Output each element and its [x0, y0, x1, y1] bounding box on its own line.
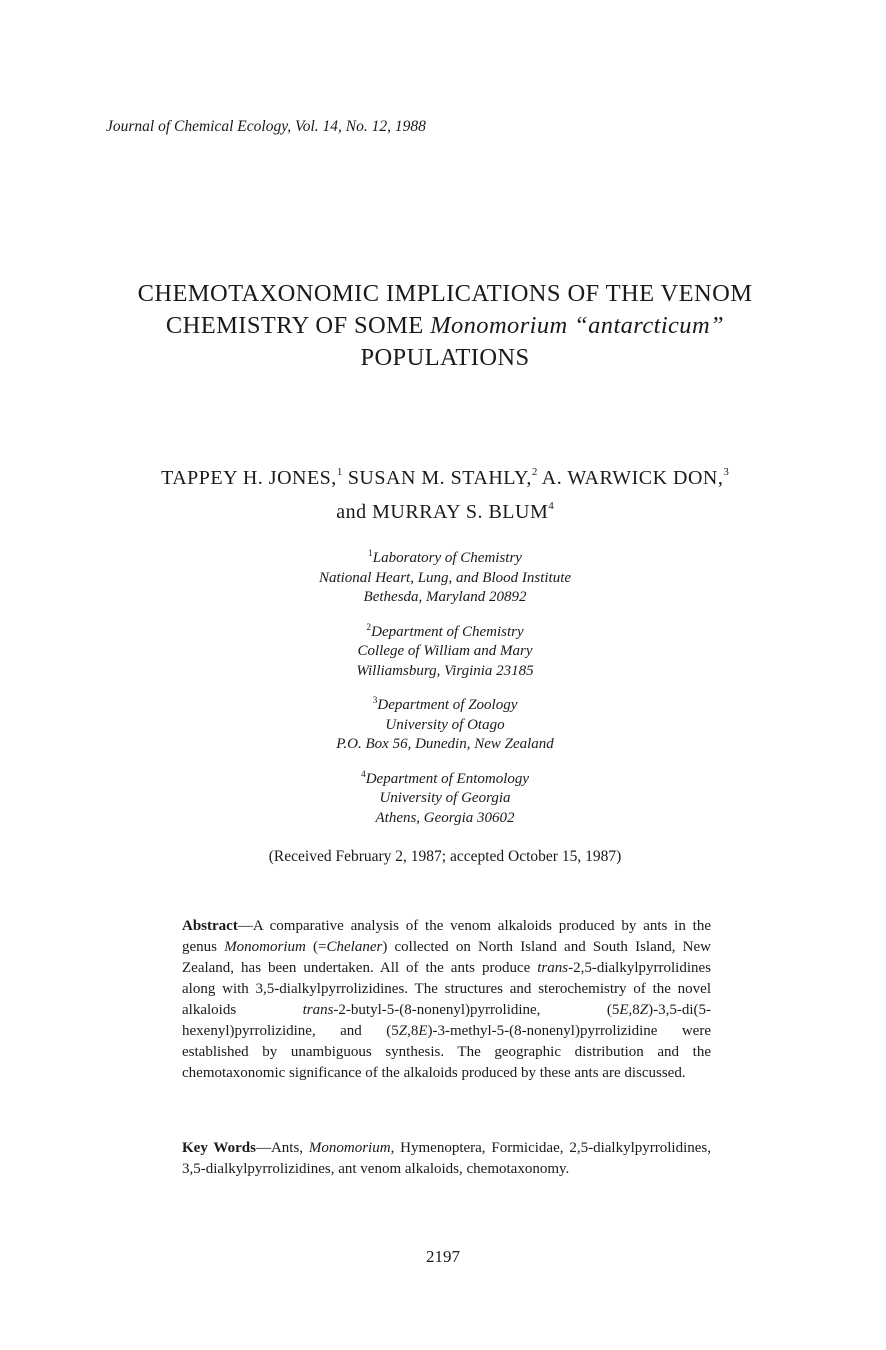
abstract-stereo: trans	[302, 1002, 334, 1018]
author-don: A. WARWICK DON,	[537, 467, 724, 489]
abstract-synonym: Chelaner	[326, 939, 383, 955]
abstract-genus: Monomorium	[224, 939, 306, 955]
abstract-text: (=	[305, 939, 327, 955]
keywords-text: , Hymenoptera, Formicidae, 2,5-dialkylpyrrolidines, 3,5-dialkylpyrrolizidines, ant venom alkaloids, chemotaxonomy.	[182, 1140, 711, 1177]
abstract-text: )-3,5-di(5-hexenyl)pyrrolizidine, and (5	[182, 1002, 711, 1039]
title-line-3: POPULATIONS	[360, 344, 530, 371]
abstract	[182, 916, 711, 1084]
keywords-genus: Monomorium	[308, 1140, 391, 1156]
affiliation-3	[200, 692, 690, 755]
journal-citation: Journal of Chemical Ecology, Vol. 14, No. 12, 1988	[106, 118, 426, 135]
affiliation-institution: University of Otago	[385, 716, 505, 733]
affiliation-dept	[200, 545, 690, 569]
affiliation-dept	[200, 766, 690, 790]
author-line-1	[60, 458, 830, 492]
affiliation-dept-text: Department of Entomology	[365, 770, 530, 787]
title-line-1: CHEMOTAXONOMIC IMPLICATIONS OF THE VENOM	[137, 280, 753, 307]
affiliation-2	[200, 619, 690, 682]
affiliation-number: 2	[366, 622, 372, 633]
author-don-affil: 3	[723, 466, 729, 478]
affiliation-address: Williamsburg, Virginia 23185	[356, 662, 534, 679]
abstract-text: ,8	[628, 1002, 640, 1018]
keywords-label: Key Words	[182, 1140, 256, 1156]
title-line-2	[60, 310, 830, 342]
affiliation-institution: College of William and Mary	[357, 643, 533, 659]
affiliation-dept	[200, 619, 690, 643]
abstract-text: ) collected on North Island and South Island, New Zealand, has been undertaken. All of the ants produce	[182, 939, 711, 976]
author-blum-affil: 4	[548, 500, 554, 512]
abstract-stereo: Z	[398, 1023, 408, 1039]
author-blum: and MURRAY S. BLUM	[336, 501, 549, 523]
affiliation-4	[200, 766, 690, 829]
affiliation-dept	[200, 692, 690, 716]
abstract-text: —A comparative analysis of the venom alkaloids produced by ants in the genus	[182, 918, 711, 955]
key-words	[182, 1138, 711, 1180]
affiliation-address: Bethesda, Maryland 20892	[363, 589, 527, 605]
affiliation-number: 1	[368, 549, 373, 559]
author-jones: TAPPEY H. JONES,	[161, 467, 337, 489]
abstract-text: ,8	[407, 1023, 419, 1039]
affiliation-number: 4	[360, 769, 366, 780]
affiliation-address: P.O. Box 56, Dunedin, New Zealand	[336, 736, 554, 752]
abstract-stereo: trans	[537, 960, 569, 976]
abstract-label: Abstract	[182, 918, 238, 934]
abstract-text: -2-butyl-5-(8-nonenyl)pyrrolidine, (5	[333, 1002, 620, 1018]
author-stahly-affil: 2	[531, 466, 538, 478]
affiliation-1	[200, 545, 690, 608]
affiliation-dept-text: Department of Zoology	[377, 697, 518, 713]
abstract-stereo: Z	[639, 1002, 649, 1018]
author-list	[60, 458, 830, 526]
affiliation-dept-text: Department of Chemistry	[371, 623, 524, 640]
affiliation-institution: University of Georgia	[379, 790, 511, 806]
abstract-stereo: E	[418, 1023, 428, 1039]
page-number: 2197	[426, 1247, 460, 1266]
abstract-text: -2,5-dialkylpyrrolidines along with 3,5-dialkylpyrrolizidines. The structures and sterochemistry of the novel alkaloids	[182, 960, 711, 1018]
article-title	[60, 278, 830, 374]
keywords-text: —Ants,	[255, 1140, 309, 1156]
affiliations	[200, 545, 690, 839]
title-genus: Monomorium	[430, 312, 568, 339]
author-jones-affil: 1	[336, 466, 343, 478]
abstract-text: )-3-methyl-5-(8-nonenyl)pyrrolizidine were established by unambiguous synthesis. The geographic distribution and the chemotaxonomic significance of the alkaloids produced by these ants are discussed.	[182, 1023, 711, 1081]
affiliation-dept-text: Laboratory of Chemistry	[372, 550, 522, 566]
received-dates: (Received February 2, 1987; accepted October 15, 1987)	[268, 848, 622, 865]
affiliation-address: Athens, Georgia 30602	[375, 809, 515, 826]
title-species: “antarcticum”	[574, 312, 725, 339]
author-stahly: SUSAN M. STAHLY,	[342, 467, 532, 489]
title-prefix: CHEMISTRY OF SOME	[165, 312, 431, 339]
affiliation-number: 3	[372, 696, 378, 706]
author-line-2	[60, 492, 830, 526]
affiliation-institution: National Heart, Lung, and Blood Institute	[318, 569, 572, 586]
abstract-stereo: E	[619, 1002, 629, 1018]
